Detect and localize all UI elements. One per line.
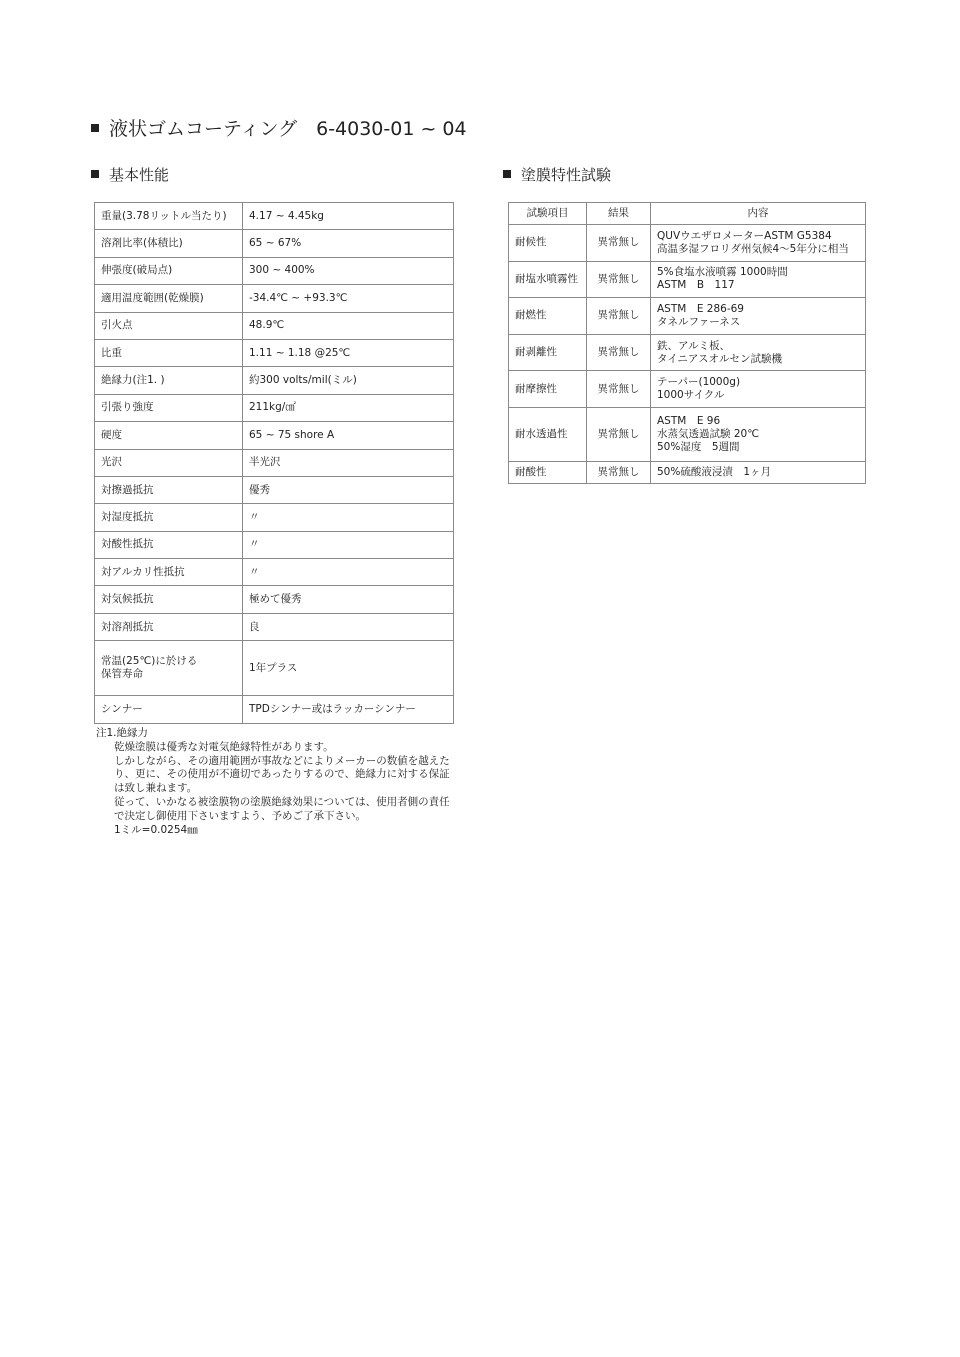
table-row <box>95 696 454 723</box>
test-result: 異常無し <box>587 298 651 335</box>
row-label: 硬度 <box>95 422 243 449</box>
row-label: 対擦過抵抗 <box>95 476 243 503</box>
table-row <box>95 613 454 640</box>
row-label: 常温(25℃)に於ける 保管寿命 <box>95 641 243 696</box>
test-content: テーパー(1000g) 1000サイクル <box>651 371 866 408</box>
test-content: 5%食塩水液噴霧 1000時間 ASTM B 117 <box>651 261 866 298</box>
row-value: 極めて優秀 <box>243 586 454 613</box>
row-label: 引火点 <box>95 312 243 339</box>
square-bullet-icon <box>91 170 99 178</box>
row-label: 溶剤比率(体積比) <box>95 230 243 257</box>
row-value: 65 ~ 75 shore A <box>243 422 454 449</box>
row-value: 1年プラス <box>243 641 454 696</box>
table-row <box>509 298 866 335</box>
test-result: 異常無し <box>587 261 651 298</box>
row-value: 1.11 ~ 1.18 @25℃ <box>243 339 454 366</box>
row-label: シンナー <box>95 696 243 723</box>
row-value: 良 <box>243 613 454 640</box>
table-row <box>509 407 866 461</box>
table-row <box>509 334 866 371</box>
table-row <box>95 203 454 230</box>
table-row <box>95 257 454 284</box>
table-row <box>95 339 454 366</box>
test-content: 50%硫酸液浸漬 1ヶ月 <box>651 461 866 483</box>
basic-heading-text: 基本性能 <box>109 166 170 184</box>
test-item: 耐摩擦性 <box>509 371 587 408</box>
footnote-line: 従って、いかなる被塗膜物の塗膜絶縁効果については、使用者側の責任で決定し御使用下さいますよう、予めご了承下さい。 <box>114 795 450 822</box>
table-row <box>95 367 454 394</box>
test-item: 耐水透過性 <box>509 407 587 461</box>
table-row <box>95 504 454 531</box>
table-row <box>509 225 866 262</box>
coating-heading-text: 塗膜特性試験 <box>521 166 612 184</box>
row-value: 4.17 ~ 4.45kg <box>243 203 454 230</box>
table-row <box>95 586 454 613</box>
basic-performance-table <box>94 202 454 724</box>
row-label: 重量(3.78リットル当たり) <box>95 203 243 230</box>
test-item: 耐剥離性 <box>509 334 587 371</box>
table-row <box>95 312 454 339</box>
test-result: 異常無し <box>587 407 651 461</box>
row-label: 比重 <box>95 339 243 366</box>
table-header-row <box>509 203 866 225</box>
row-value: TPDシンナー或はラッカーシンナー <box>243 696 454 723</box>
row-label: 適用温度範囲(乾燥膜) <box>95 285 243 312</box>
table-row <box>509 461 866 483</box>
row-value: 300 ~ 400% <box>243 257 454 284</box>
row-label: 対溶剤抵抗 <box>95 613 243 640</box>
row-label: 光沢 <box>95 449 243 476</box>
test-result: 異常無し <box>587 334 651 371</box>
table-row <box>95 285 454 312</box>
row-label: 引張り強度 <box>95 394 243 421</box>
test-item: 耐候性 <box>509 225 587 262</box>
table-row <box>95 230 454 257</box>
table-row <box>509 261 866 298</box>
test-result: 異常無し <box>587 371 651 408</box>
row-value: -34.4℃ ~ +93.3℃ <box>243 285 454 312</box>
test-result: 異常無し <box>587 225 651 262</box>
page-title <box>91 114 467 144</box>
row-value: 〃 <box>243 559 454 586</box>
test-content: 鉄、アルミ板、 タイニアスオルセン試験機 <box>651 334 866 371</box>
table-row <box>95 422 454 449</box>
basic-performance-heading <box>91 164 169 186</box>
footnote-line: しかしながら、その適用範囲が事故などによりメーカーの数値を越えたり、更に、その使用が不適切であったりするので、絶縁力に対する保証は致し兼ねます。 <box>114 754 450 795</box>
footnote-line: 1ミル=0.0254㎜ <box>114 823 198 836</box>
footnote <box>96 727 456 837</box>
row-label: 対酸性抵抗 <box>95 531 243 558</box>
row-label: 対湿度抵抗 <box>95 504 243 531</box>
table-row <box>95 449 454 476</box>
footnote-line: 乾燥塗膜は優秀な対電気絶縁特性があります。 <box>114 740 334 753</box>
table-row <box>95 476 454 503</box>
page-title-text: 液状ゴムコーティング 6-4030-01 ~ 04 <box>109 118 467 140</box>
row-label: 絶縁力(注1. ) <box>95 367 243 394</box>
square-bullet-icon <box>503 170 511 178</box>
row-value: 半光沢 <box>243 449 454 476</box>
row-value: 〃 <box>243 531 454 558</box>
table-row <box>95 641 454 696</box>
test-content: ASTM E 286-69 タネルファーネス <box>651 298 866 335</box>
table-row <box>95 394 454 421</box>
test-content: QUVウエザロメーターASTM G5384 高温多湿フロリダ州気候4～5年分に相当 <box>651 225 866 262</box>
test-item: 耐酸性 <box>509 461 587 483</box>
coating-test-heading <box>503 164 611 186</box>
square-bullet-icon <box>91 124 99 132</box>
row-value: 211kg/㎠ <box>243 394 454 421</box>
test-item: 耐燃性 <box>509 298 587 335</box>
row-value: 約300 volts/mil(ミル) <box>243 367 454 394</box>
column-header-item: 試験項目 <box>509 203 587 225</box>
row-label: 対アルカリ性抵抗 <box>95 559 243 586</box>
column-header-content: 内容 <box>651 203 866 225</box>
row-value: 優秀 <box>243 476 454 503</box>
footnote-title: 注1.絶縁力 <box>96 727 149 739</box>
table-row <box>95 559 454 586</box>
column-header-result: 結果 <box>587 203 651 225</box>
row-value: 48.9℃ <box>243 312 454 339</box>
row-label: 対気候抵抗 <box>95 586 243 613</box>
table-row <box>95 531 454 558</box>
table-row <box>509 371 866 408</box>
test-content: ASTM E 96 水蒸気透過試験 20℃ 50%湿度 5週間 <box>651 407 866 461</box>
coating-test-table <box>508 202 866 484</box>
row-value: 65 ~ 67% <box>243 230 454 257</box>
test-item: 耐塩水噴霧性 <box>509 261 587 298</box>
test-result: 異常無し <box>587 461 651 483</box>
row-value: 〃 <box>243 504 454 531</box>
row-label: 伸張度(破局点) <box>95 257 243 284</box>
